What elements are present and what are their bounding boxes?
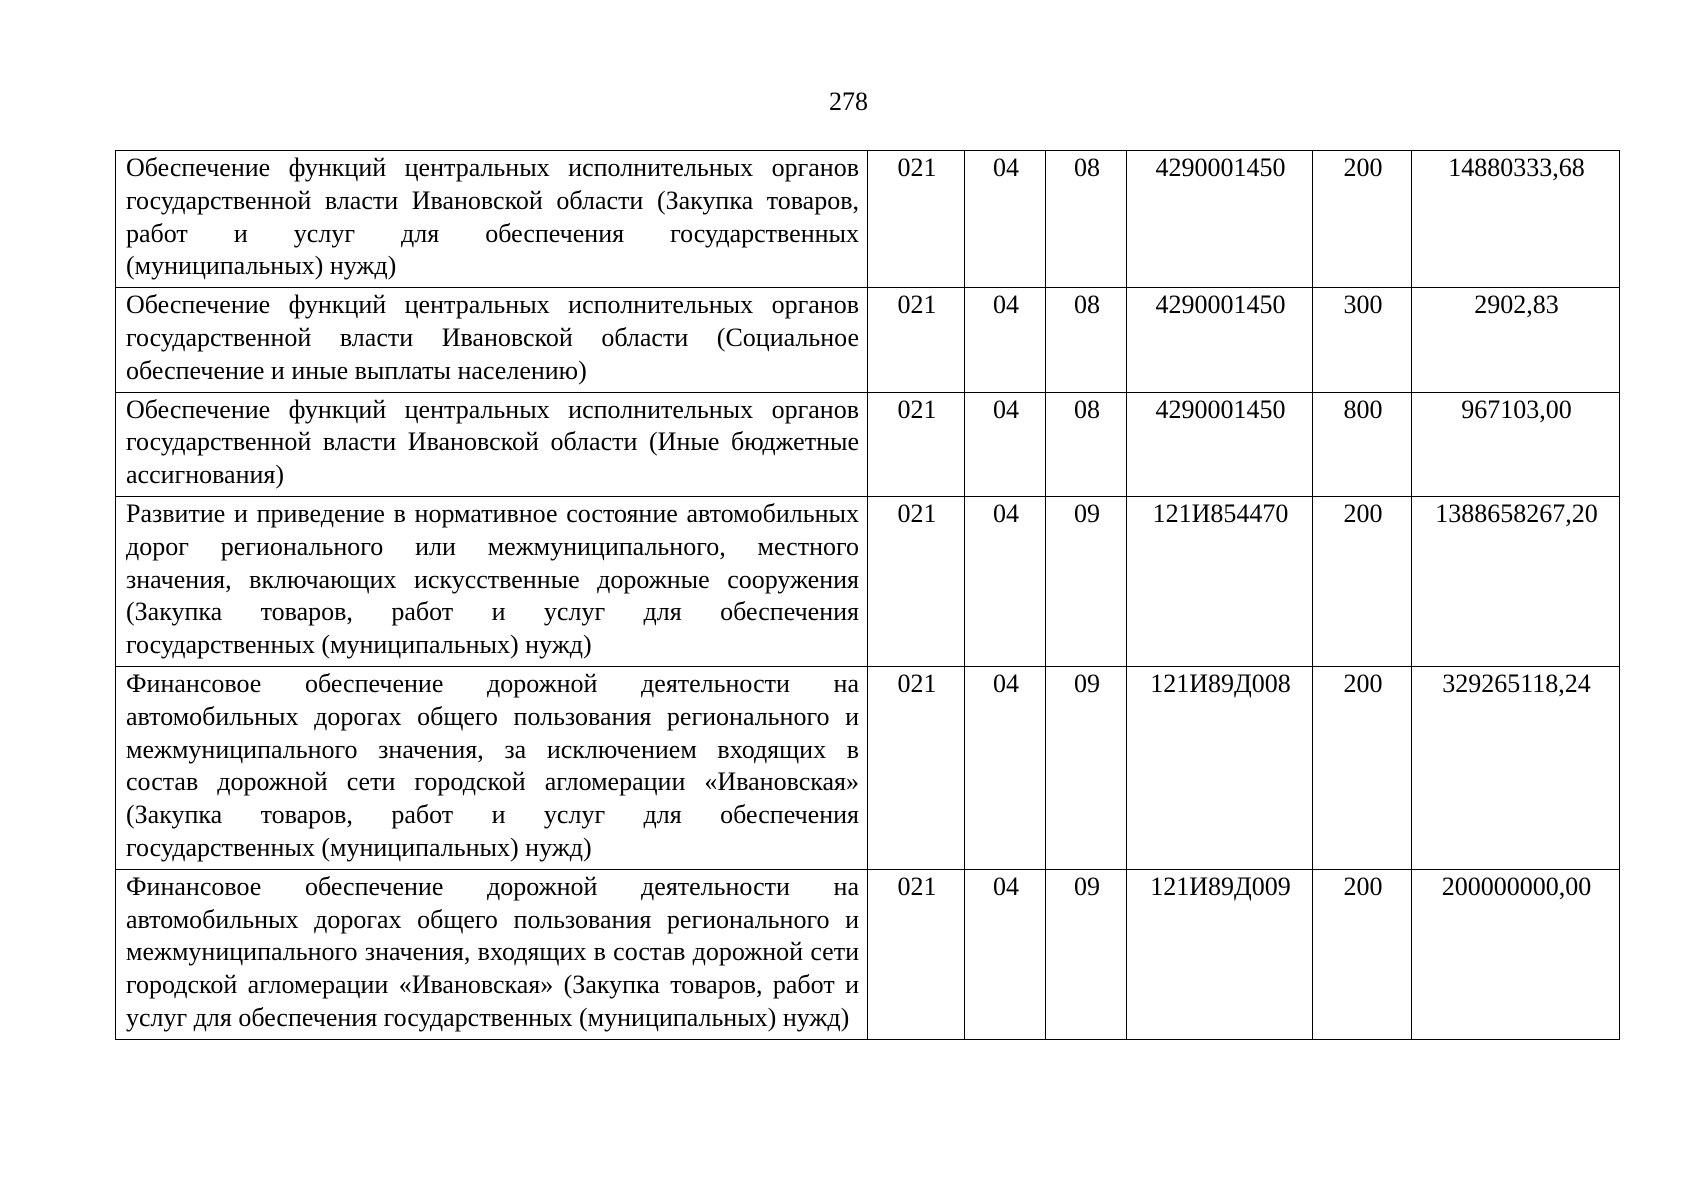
amount: 200000000,00: [1412, 869, 1620, 1039]
table-row: [116, 392, 1620, 496]
subsection-code: 09: [1046, 869, 1127, 1039]
target-article-code: 121И89Д008: [1127, 666, 1313, 869]
subsection-code: 09: [1046, 496, 1127, 666]
row-description: Обеспечение функций центральных исполнительных органов государственной власти Ивановской области (Социальное обеспечение и иные выплаты населению): [116, 288, 868, 392]
table-row: [116, 288, 1620, 392]
ministry-code: 021: [868, 496, 965, 666]
page-number: 278: [829, 87, 868, 116]
subsection-code: 09: [1046, 666, 1127, 869]
expense-type-code: 300: [1313, 288, 1412, 392]
table-row: [116, 496, 1620, 666]
section-code: 04: [965, 496, 1046, 666]
amount: 1388658267,20: [1412, 496, 1620, 666]
amount: 329265118,24: [1412, 666, 1620, 869]
section-code: 04: [965, 288, 1046, 392]
table-row: [116, 151, 1620, 288]
row-description: Развитие и приведение в нормативное состояние автомобильных дорог регионального или межмуниципального, местного значения, включающих искусственные дорожные сооружения (Закупка товаров, работ и услуг для обеспечения государственных (муниципальных) нужд): [116, 496, 868, 666]
ministry-code: 021: [868, 288, 965, 392]
amount: 2902,83: [1412, 288, 1620, 392]
expense-type-code: 200: [1313, 869, 1412, 1039]
ministry-code: 021: [868, 151, 965, 288]
section-code: 04: [965, 666, 1046, 869]
subsection-code: 08: [1046, 392, 1127, 496]
section-code: 04: [965, 392, 1046, 496]
target-article-code: 4290001450: [1127, 151, 1313, 288]
ministry-code: 021: [868, 869, 965, 1039]
section-code: 04: [965, 151, 1046, 288]
target-article-code: 4290001450: [1127, 288, 1313, 392]
expense-type-code: 200: [1313, 666, 1412, 869]
amount: 14880333,68: [1412, 151, 1620, 288]
expense-type-code: 800: [1313, 392, 1412, 496]
section-code: 04: [965, 869, 1046, 1039]
amount: 967103,00: [1412, 392, 1620, 496]
expense-type-code: 200: [1313, 151, 1412, 288]
budget-table: [115, 150, 1620, 1040]
target-article-code: 4290001450: [1127, 392, 1313, 496]
subsection-code: 08: [1046, 288, 1127, 392]
table-row: [116, 869, 1620, 1039]
table-row: [116, 666, 1620, 869]
row-description: Финансовое обеспечение дорожной деятельности на автомобильных дорогах общего пользования регионального и межмуниципального значения, входящих в состав дорожной сети городской агломерации «Ивановская» (Закупка товаров, работ и услуг для обеспечения государственных (муниципальных) нужд): [116, 869, 868, 1039]
subsection-code: 08: [1046, 151, 1127, 288]
ministry-code: 021: [868, 666, 965, 869]
ministry-code: 021: [868, 392, 965, 496]
row-description: Обеспечение функций центральных исполнительных органов государственной власти Ивановской области (Закупка товаров, работ и услуг для обеспечения государственных (муниципальных) нужд): [116, 151, 868, 288]
row-description: Финансовое обеспечение дорожной деятельности на автомобильных дорогах общего пользования регионального и межмуниципального значения, за исключением входящих в состав дорожной сети городской агломерации «Ивановская» (Закупка товаров, работ и услуг для обеспечения государственных (муниципальных) нужд): [116, 666, 868, 869]
row-description: Обеспечение функций центральных исполнительных органов государственной власти Ивановской области (Иные бюджетные ассигнования): [116, 392, 868, 496]
target-article-code: 121И854470: [1127, 496, 1313, 666]
target-article-code: 121И89Д009: [1127, 869, 1313, 1039]
expense-type-code: 200: [1313, 496, 1412, 666]
